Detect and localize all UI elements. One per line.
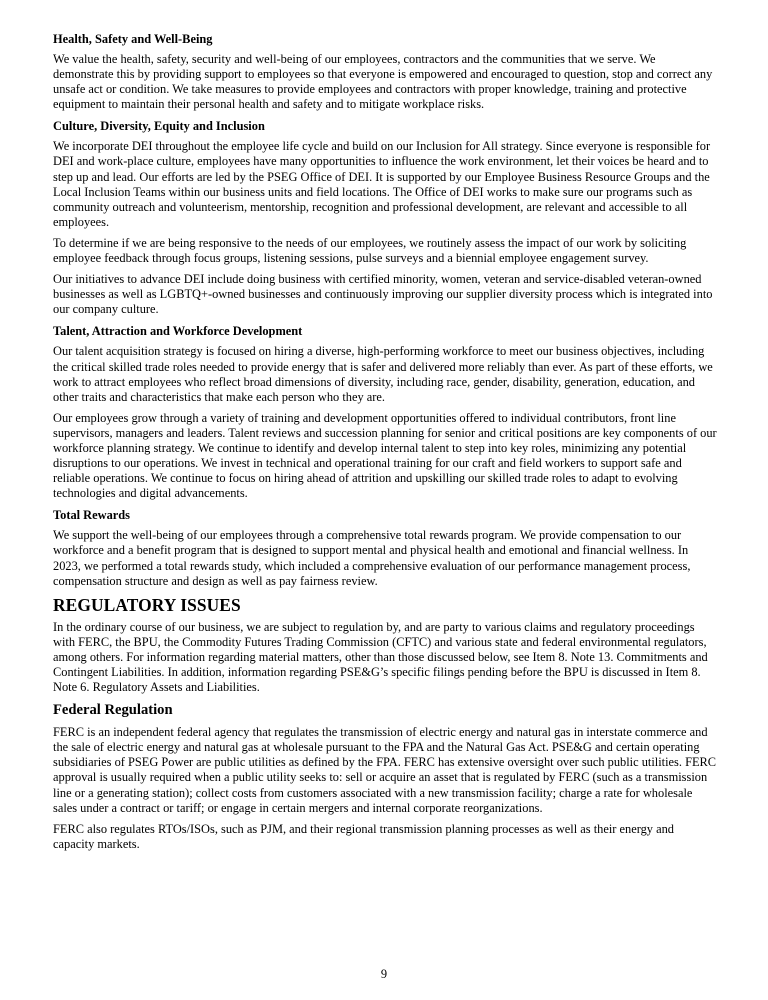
paragraph-culture-dei-2: To determine if we are being responsive to the needs of our employees, we routinely assess the impact of our work by soliciting employee feedback through focus groups, listening sessions, pulse surveys and a biennial employee engagement survey. [53,235,687,266]
heading-talent: Talent, Attraction and Workforce Development [53,324,303,339]
paragraph-talent-2: Our employees grow through a variety of training and development opportunities offered to individual contributors, front line supervisors, managers and leaders. Talent reviews and succession planning for senior and critical positions are key components of our workforce planning strategy. We continue to identify and develop internal talent to step into key roles, minimizing any potential disruptions to our operations. We invest in technical and operational training for our craft and field workers to support safe and reliable operations. We continue to focus on hiring ahead of attrition and upskilling our skilled trade roles to adapt to evolving technologies and digital advancements. [53,410,717,501]
paragraph-culture-dei-1: We incorporate DEI throughout the employee life cycle and build on our Inclusion for All strategy. Since everyone is responsible for DEI and work-place culture, employees have many opportunities to influence the work environment, let their voices be heard and to step up and lead. Our efforts are led by the PSEG Office of DEI. It is supported by our Employee Business Resource Groups and the Local Inclusion Teams within our business units and field locations. The Office of DEI works to make sure our programs such as community outreach and volunteerism, mentorship, recognition and professional development, are relevant and accessible to all employees. [53,139,711,229]
paragraph-talent-1: Our talent acquisition strategy is focused on hiring a diverse, high-performing workforce to meet our business objectives, including the critical skilled trade roles needed to provide energy that is safer and delivered more reliably than ever. As part of these efforts, we work to attract employees who reflect broad dimensions of diversity, including race, gender, disability, generation, education, and other traits and characteristics that make each person who they are. [53,344,713,404]
paragraph-federal-2: FERC also regulates RTOs/ISOs, such as PJM, and their regional transmission planning processes as well as their energy and capacity markets. [53,821,674,851]
heading-regulatory-issues: REGULATORY ISSUES [53,594,241,615]
heading-culture-dei: Culture, Diversity, Equity and Inclusion [53,119,265,134]
paragraph-culture-dei-3: Our initiatives to advance DEI include doing business with certified minority, women, veteran and service-disabled veteran-owned businesses as well as LGBTQ+-owned businesses and continuously improving our supplier diversity process which is integrated into our company culture. [53,272,713,317]
paragraph-total-rewards: We support the well-being of our employees through a comprehensive total rewards program. We provide compensation to our workforce and a benefit program that is designed to support mental and physical health and emotional and financial wellness. In 2023, we performed a total rewards study, which included a comprehensive evaluation of our performance management process, compensation structure and design as well as pay fairness review. [53,528,691,588]
paragraph-health-safety: We value the health, safety, security and well-being of our employees, contractors and the communities that we serve. We demonstrate this by providing support to employees so that everyone is empowered and encouraged to question, stop and correct any unsafe act or condition. We take measures to provide employees and contractors with proper knowledge, training and protective equipment to maintain their personal health and safety and to mitigate workplace risks. [53,52,713,112]
paragraph-federal-1: FERC is an independent federal agency that regulates the transmission of electric energy and natural gas in interstate commerce and the sale of electric energy and natural gas at wholesale pursuant to the FPA and the Natural Gas Act. PSE&G and certain operating subsidiaries of PSEG Power are public utilities as defined by the FPA. FERC has extensive oversight over such public utilities. FERC approval is usually required when a public utility seeks to: sell or acquire an asset that is regulated by FERC (such as a transmission line or a generating station); collect costs from customers associated with a new transmission facility; charge a rate for wholesale sales under a contract or tariff; or engage in certain mergers and internal corporate reorganizations. [53,725,717,815]
paragraph-regulatory: In the ordinary course of our business, we are subject to regulation by, and are party to various claims and regulatory proceedings with FERC, the BPU, the Commodity Futures Trading Commission (CFTC) and various state and federal environmental regulators, among others. For information regarding material matters, other than those discussed below, see Item 8. Note 13. Commitments and Contingent Liabilities. In addition, information regarding PSE&G’s specific filings pending before the BPU is discussed in Item 8. Note 6. Regulatory Assets and Liabilities. [53,619,708,695]
heading-total-rewards: Total Rewards [53,508,130,523]
heading-health-safety: Health, Safety and Well-Being [53,32,213,46]
document-page [53,31,718,858]
page-number: 9 [380,967,388,981]
heading-federal-regulation: Federal Regulation [53,702,173,719]
